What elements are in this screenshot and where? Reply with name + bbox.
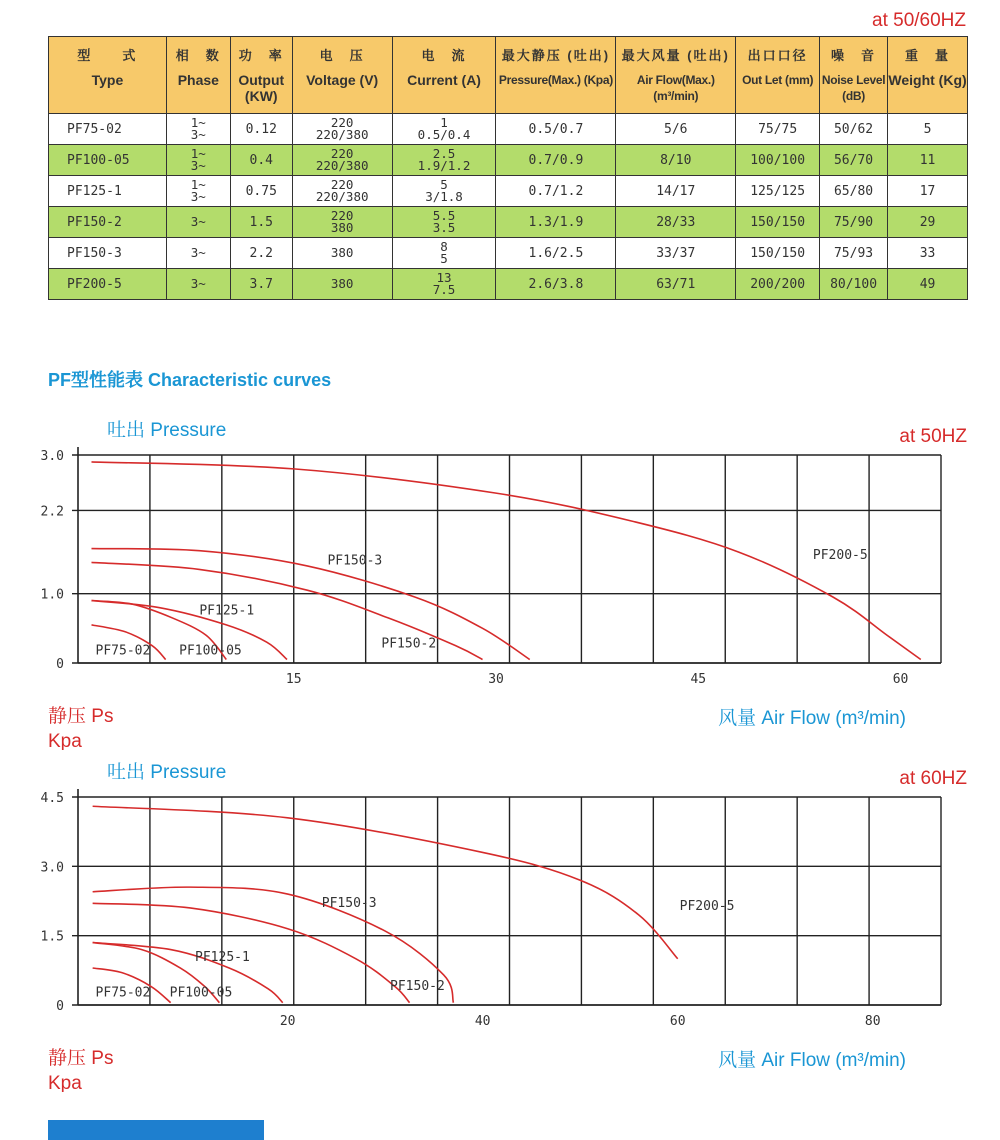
curve-label: PF200-5 (679, 899, 735, 915)
y-tick-label: 1.0 (40, 587, 64, 603)
cell-line: 220/380 (315, 189, 369, 204)
cell-phase (166, 238, 230, 269)
cell-type: PF125-1 (49, 176, 167, 207)
cell-weight: 17 (888, 176, 968, 207)
bottom-banner (48, 1120, 264, 1140)
cell-line: 0.5/0.4 (417, 127, 471, 142)
table-row (49, 207, 968, 238)
cell-output: 0.75 (230, 176, 292, 207)
cell-airflow: 14/17 (616, 176, 736, 207)
cell-current (392, 176, 496, 207)
cell-line: 1~ (190, 115, 206, 130)
x-axis-title: 风量 Air Flow (m³/min) (718, 708, 906, 729)
curve-label: PF75-02 (95, 985, 151, 1001)
cell-line: 1 (440, 115, 448, 130)
cell-line: 220 (330, 177, 354, 192)
cell-voltage (292, 207, 392, 238)
cell-phase (166, 114, 230, 145)
x-tick-label: 20 (279, 1014, 296, 1029)
curve-label: PF150-3 (321, 896, 377, 912)
cell-line: 5.5 (432, 208, 456, 223)
cell-phase (166, 176, 230, 207)
spec-table (48, 36, 968, 300)
table-row (49, 176, 968, 207)
x-tick-label: 15 (285, 672, 302, 687)
cell-line: 2.5 (432, 146, 456, 161)
table-row (49, 114, 968, 145)
cell-type: PF75-02 (49, 114, 167, 145)
y-tick-label: 4.5 (40, 791, 64, 806)
cell-airflow: 5/6 (616, 114, 736, 145)
table-row (49, 269, 968, 300)
header-weight: 重 量 Weight (Kg) (888, 37, 968, 114)
cell-output: 3.7 (230, 269, 292, 300)
x-tick-label: 40 (474, 1014, 491, 1029)
cell-noise: 50/62 (820, 114, 888, 145)
header-noise: 噪 音 Noise Level (dB) (820, 37, 888, 114)
cell-line: 3~ (190, 158, 206, 173)
y-axis-title: 吐出 Pressure (107, 762, 227, 783)
curve-label: PF100-05 (179, 643, 242, 659)
curve-label: PF125-1 (199, 603, 255, 619)
x-tick-label: 60 (669, 1014, 686, 1029)
section-title: PF型性能表 Characteristic curves (48, 370, 332, 390)
header-outlet: 出口口径 Out Let (mm) (736, 37, 820, 114)
x-axis-title: 风量 Air Flow (m³/min) (718, 1050, 906, 1071)
curve-label: PF150-3 (327, 553, 383, 569)
y-tick-label: 2.2 (40, 504, 64, 520)
curve-label: PF150-2 (390, 979, 445, 995)
cell-voltage (292, 114, 392, 145)
cell-outlet: 150/150 (736, 238, 820, 269)
cell-noise: 65/80 (820, 176, 888, 207)
cell-type: PF150-3 (49, 238, 167, 269)
header-voltage: 电 压 Voltage (V) (292, 37, 392, 114)
cell-line: 5 (440, 251, 448, 266)
y-tick-label: 1.5 (40, 929, 64, 945)
cell-line: 1~ (190, 146, 206, 161)
pressure-unit-label: Kpa (48, 731, 82, 750)
cell-current (392, 145, 496, 176)
cell-airflow: 8/10 (616, 145, 736, 176)
chart-50hz (0, 410, 1000, 750)
cell-pressure: 0.7/0.9 (496, 145, 616, 176)
header-pressure: 最大静压 (吐出) Pressure(Max.) (Kpa) (496, 37, 616, 114)
cell-weight: 11 (888, 145, 968, 176)
y-tick-label: 0 (56, 657, 64, 672)
curve-label: PF100-05 (169, 985, 233, 1001)
cell-noise: 75/90 (820, 207, 888, 238)
cell-line: 1~ (190, 177, 206, 192)
cell-voltage (292, 176, 392, 207)
cell-output: 0.4 (230, 145, 292, 176)
x-tick-label: 80 (864, 1014, 881, 1029)
cell-pressure: 2.6/3.8 (496, 269, 616, 300)
cell-line: 220 (330, 146, 354, 161)
curve-label: PF125-1 (195, 950, 250, 966)
cell-output: 1.5 (230, 207, 292, 238)
cell-output: 2.2 (230, 238, 292, 269)
cell-noise: 75/93 (820, 238, 888, 269)
cell-line: 3~ (190, 214, 206, 229)
cell-type: PF150-2 (49, 207, 167, 238)
cell-line: 3~ (190, 276, 206, 291)
x-tick-label: 30 (488, 672, 504, 687)
cell-line: 380 (330, 245, 354, 260)
cell-line: 7.5 (432, 282, 456, 297)
cell-pressure: 0.5/0.7 (496, 114, 616, 145)
header-current: 电 流 Current (A) (392, 37, 496, 114)
chart-frequency-title: at 50HZ (899, 426, 967, 447)
static-pressure-label: 静压 Ps (48, 1048, 114, 1069)
y-axis-title: 吐出 Pressure (107, 420, 227, 441)
cell-line: 220/380 (315, 158, 369, 173)
cell-type: PF200-5 (49, 269, 167, 300)
header-airflow: 最大风量 (吐出) Air Flow(Max.) (m³/min) (616, 37, 736, 114)
curve-pf200-5 (91, 462, 920, 660)
cell-pressure: 0.7/1.2 (496, 176, 616, 207)
cell-outlet: 150/150 (736, 207, 820, 238)
cell-line: 220 (330, 208, 354, 223)
cell-airflow: 33/37 (616, 238, 736, 269)
cell-noise: 56/70 (820, 145, 888, 176)
y-tick-label: 0 (56, 999, 64, 1014)
cell-outlet: 200/200 (736, 269, 820, 300)
cell-current (392, 269, 496, 300)
cell-line: 1.9/1.2 (417, 158, 471, 173)
cell-phase (166, 145, 230, 176)
header-output: 功 率 Output (KW) (230, 37, 292, 114)
y-tick-label: 3.0 (40, 860, 64, 876)
cell-weight: 29 (888, 207, 968, 238)
cell-voltage (292, 145, 392, 176)
cell-output: 0.12 (230, 114, 292, 145)
y-tick-label: 3.0 (40, 449, 64, 464)
cell-phase (166, 207, 230, 238)
cell-line: 3~ (190, 189, 206, 204)
cell-type: PF100-05 (49, 145, 167, 176)
chart-frequency-title: at 60HZ (899, 768, 967, 789)
cell-outlet: 125/125 (736, 176, 820, 207)
header-type: 型 式 Type (49, 37, 167, 114)
x-tick-label: 60 (892, 672, 909, 687)
cell-airflow: 63/71 (616, 269, 736, 300)
cell-line: 3~ (190, 245, 206, 260)
cell-line: 3.5 (432, 220, 456, 235)
spec-table-header (49, 37, 968, 114)
cell-line: 3~ (190, 127, 206, 142)
header-phase: 相 数 Phase (166, 37, 230, 114)
cell-noise: 80/100 (820, 269, 888, 300)
cell-airflow: 28/33 (616, 207, 736, 238)
cell-pressure: 1.3/1.9 (496, 207, 616, 238)
cell-line: 13 (436, 270, 452, 285)
cell-outlet: 75/75 (736, 114, 820, 145)
cell-current (392, 207, 496, 238)
chart-60hz (0, 752, 1000, 1092)
cell-weight: 49 (888, 269, 968, 300)
cell-line: 8 (440, 239, 448, 254)
cell-phase (166, 269, 230, 300)
cell-line: 220 (330, 115, 354, 130)
cell-weight: 33 (888, 238, 968, 269)
cell-line: 220/380 (315, 127, 369, 142)
frequency-note: at 50/60HZ (872, 10, 966, 31)
cell-current (392, 114, 496, 145)
curve-label: PF75-02 (95, 643, 151, 659)
cell-line: 380 (330, 276, 354, 291)
static-pressure-label: 静压 Ps (48, 706, 114, 727)
table-row (49, 238, 968, 269)
cell-current (392, 238, 496, 269)
cell-line: 5 (440, 177, 448, 192)
cell-voltage (292, 238, 392, 269)
cell-outlet: 100/100 (736, 145, 820, 176)
cell-pressure: 1.6/2.5 (496, 238, 616, 269)
pressure-unit-label: Kpa (48, 1073, 82, 1092)
cell-line: 380 (330, 220, 354, 235)
curve-label: PF200-5 (812, 548, 868, 563)
curve-label: PF150-2 (381, 636, 437, 652)
table-row (49, 145, 968, 176)
cell-voltage (292, 269, 392, 300)
x-tick-label: 45 (690, 672, 707, 687)
cell-line: 3/1.8 (425, 189, 463, 204)
cell-weight: 5 (888, 114, 968, 145)
